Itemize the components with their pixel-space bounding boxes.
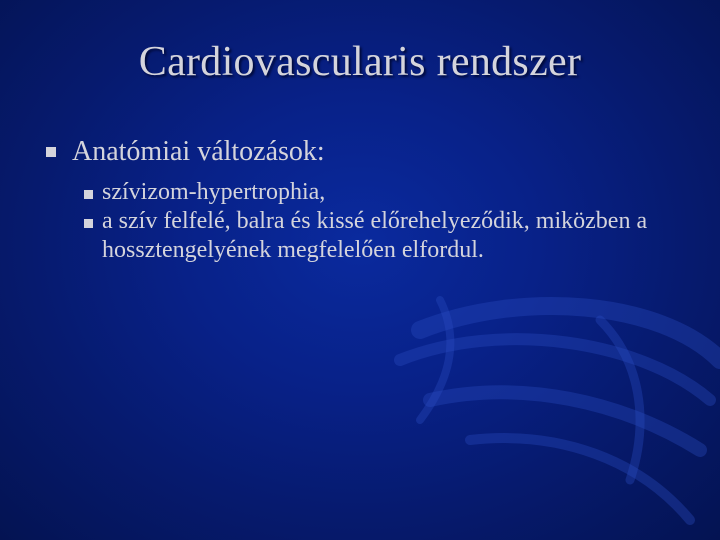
square-bullet-icon <box>46 147 56 157</box>
sub-bullet-text: a szív felfelé, balra és kissé előrehelyeződik, miközben a hossztengelyének megfelelően elfordul. <box>102 208 648 263</box>
sub-bullet-item <box>84 178 704 207</box>
square-bullet-icon <box>84 190 93 199</box>
sub-bullet-list <box>84 178 704 265</box>
slide-title: Cardiovascularis rendszer <box>138 39 582 85</box>
sub-bullet-item <box>84 207 704 265</box>
sub-bullet-text: szívizom-hypertrophia, <box>102 179 326 205</box>
bullet-level1 <box>46 136 325 168</box>
square-bullet-icon <box>84 219 93 228</box>
bullet-text: Anatómiai változások: <box>72 136 325 167</box>
